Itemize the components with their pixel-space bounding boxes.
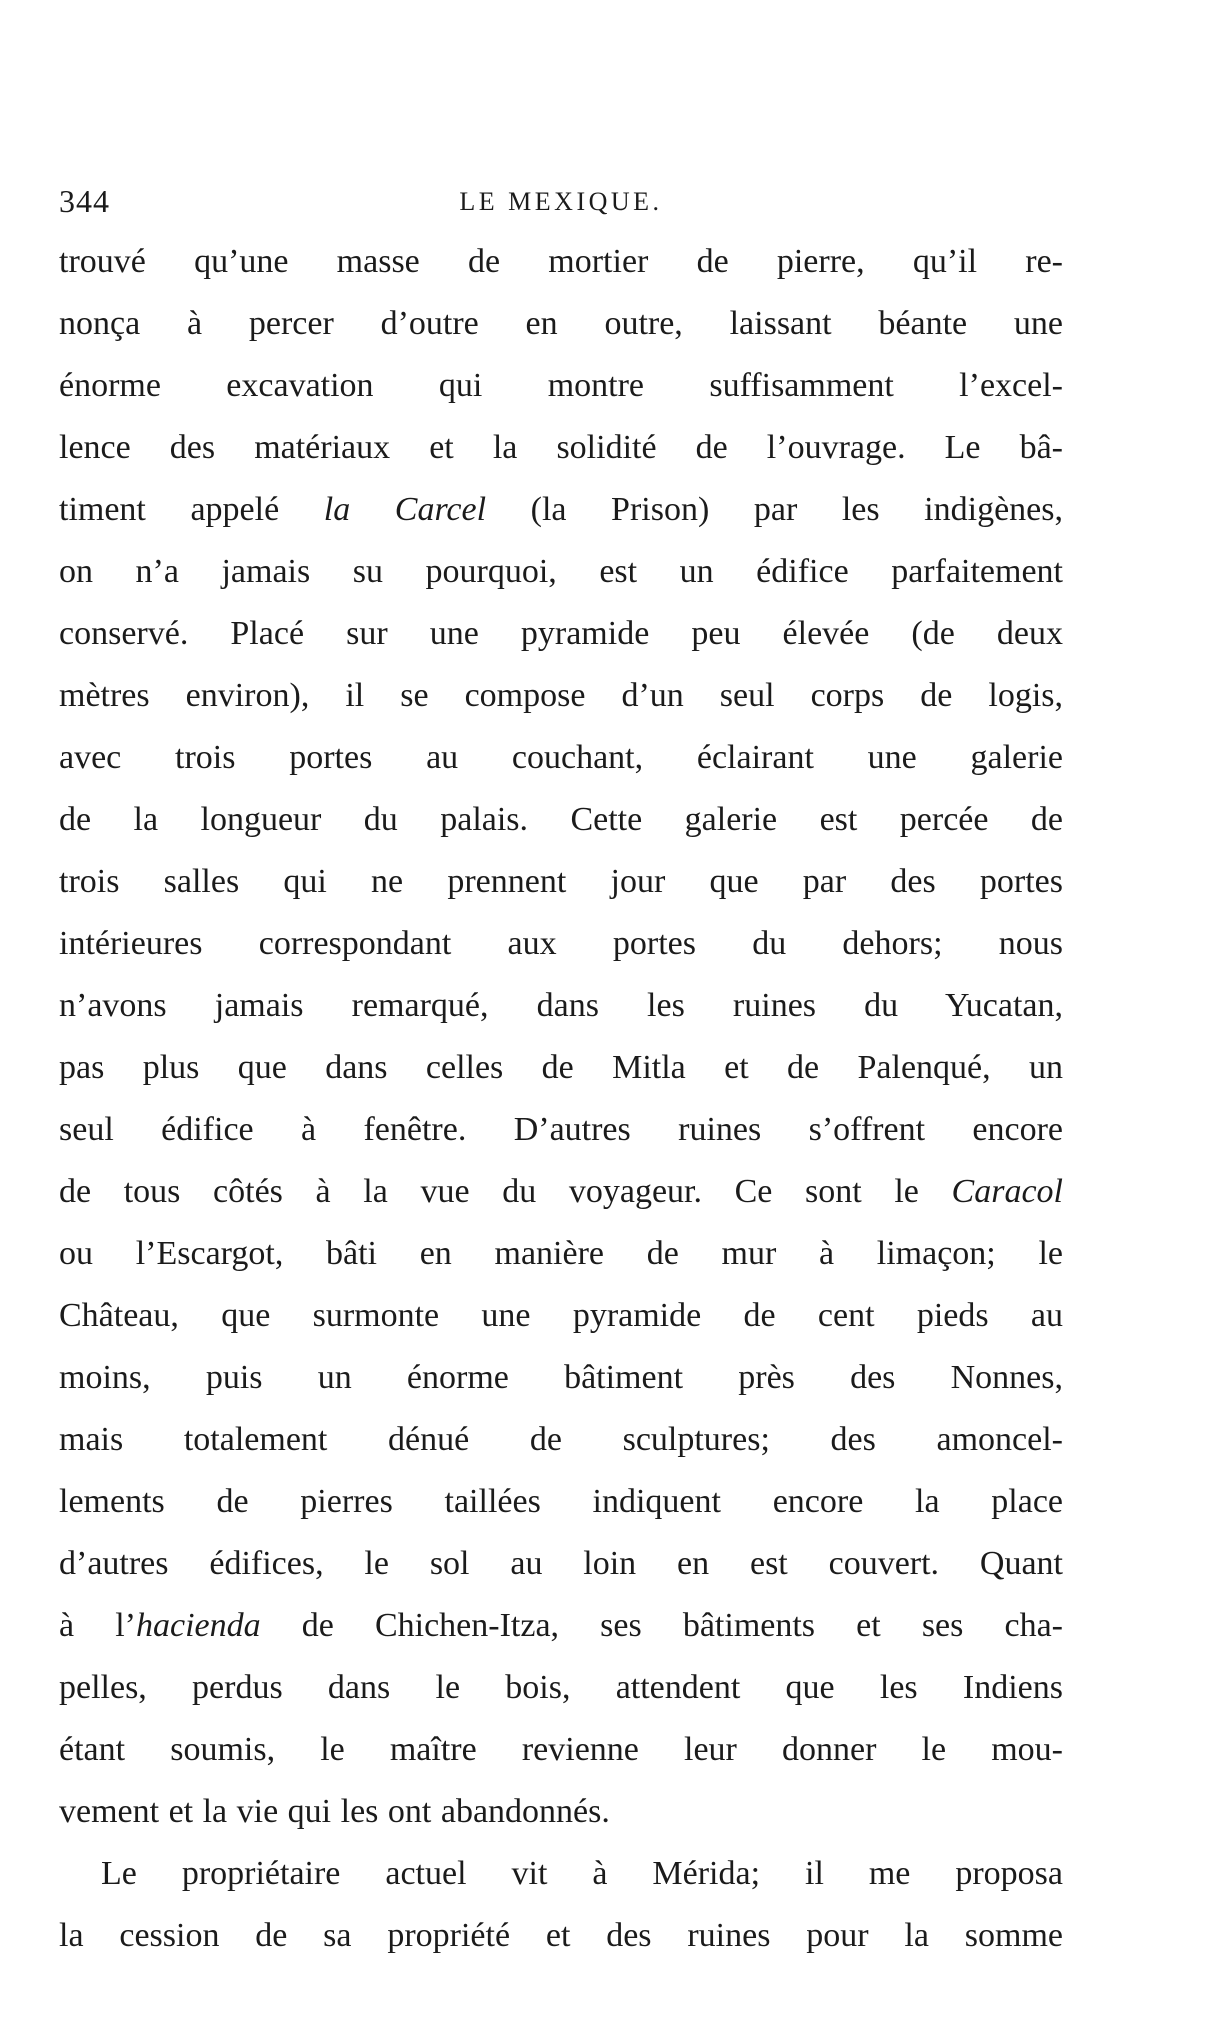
text-segment: de la longueur du palais. Cette galerie est percée de bbox=[59, 801, 1063, 838]
text-segment: énorme excavation qui montre suffisamment l’excel- bbox=[59, 367, 1063, 404]
text-segment: à l’ bbox=[59, 1607, 136, 1644]
text-line bbox=[59, 1409, 1063, 1471]
text-line bbox=[59, 231, 1063, 293]
page-header bbox=[59, 183, 1063, 221]
text-line bbox=[59, 1595, 1063, 1657]
italic-text: hacienda bbox=[135, 1607, 261, 1644]
text-line bbox=[59, 541, 1063, 603]
text-line bbox=[59, 851, 1063, 913]
text-line bbox=[59, 1719, 1063, 1781]
text-segment: trois salles qui ne prennent jour que par des portes bbox=[59, 863, 1063, 900]
text-line bbox=[59, 665, 1063, 727]
text-segment: vement et la vie qui les ont abandonnés. bbox=[59, 1793, 610, 1830]
text-segment: Le propriétaire actuel vit à Mérida; il me proposa bbox=[101, 1855, 1063, 1892]
text-line bbox=[59, 1285, 1063, 1347]
text-segment: étant soumis, le maître revienne leur donner le mou- bbox=[59, 1731, 1063, 1768]
text-line bbox=[59, 1347, 1063, 1409]
text-line bbox=[59, 1223, 1063, 1285]
running-title: LE MEXIQUE. bbox=[459, 187, 663, 216]
text-line bbox=[59, 1533, 1063, 1595]
italic-text: la Carcel bbox=[323, 491, 487, 528]
text-line bbox=[59, 727, 1063, 789]
text-segment: de tous côtés à la vue du voyageur. Ce sont le bbox=[59, 1173, 952, 1210]
text-segment: mais totalement dénué de sculptures; des amoncel- bbox=[59, 1421, 1063, 1458]
text-line bbox=[59, 1905, 1063, 1967]
text-line bbox=[59, 1843, 1063, 1905]
text-line bbox=[59, 1037, 1063, 1099]
text-segment: lements de pierres taillées indiquent encore la place bbox=[59, 1483, 1063, 1520]
text-segment: de Chichen-Itza, ses bâtiments et ses cha- bbox=[260, 1607, 1064, 1644]
text-segment: Château, que surmonte une pyramide de cent pieds au bbox=[59, 1297, 1063, 1334]
text-line bbox=[59, 603, 1063, 665]
text-segment: avec trois portes au couchant, éclairant une galerie bbox=[59, 739, 1063, 776]
text-segment: timent appelé bbox=[59, 491, 324, 528]
text-segment: ou l’Escargot, bâti en manière de mur à limaçon; le bbox=[59, 1235, 1063, 1272]
text-line bbox=[59, 1099, 1063, 1161]
text-line bbox=[59, 479, 1063, 541]
page-body bbox=[59, 231, 1063, 1967]
text-segment: (la Prison) par les indigènes, bbox=[486, 491, 1063, 528]
text-line bbox=[59, 1161, 1063, 1223]
text-segment: pelles, perdus dans le bois, attendent que les Indiens bbox=[59, 1669, 1063, 1706]
text-segment: conservé. Placé sur une pyramide peu élevée (de deux bbox=[59, 615, 1063, 652]
text-line bbox=[59, 355, 1063, 417]
text-segment: mètres environ), il se compose d’un seul corps de logis, bbox=[59, 677, 1063, 714]
italic-text: Caracol bbox=[951, 1173, 1063, 1210]
text-segment: on n’a jamais su pourquoi, est un édifice parfaitement bbox=[59, 553, 1063, 590]
text-segment: nonça à percer d’outre en outre, laissant béante une bbox=[59, 305, 1063, 342]
text-line bbox=[59, 1657, 1063, 1719]
text-segment: lence des matériaux et la solidité de l’ouvrage. Le bâ- bbox=[59, 429, 1063, 466]
text-line bbox=[59, 1781, 1063, 1843]
text-line bbox=[59, 789, 1063, 851]
text-segment: trouvé qu’une masse de mortier de pierre, qu’il re- bbox=[59, 243, 1063, 280]
text-line bbox=[59, 975, 1063, 1037]
text-block bbox=[59, 183, 1063, 1967]
page-number: 344 bbox=[59, 183, 110, 219]
text-segment: pas plus que dans celles de Mitla et de Palenqué, un bbox=[59, 1049, 1063, 1086]
text-segment: moins, puis un énorme bâtiment près des Nonnes, bbox=[59, 1359, 1063, 1396]
text-line bbox=[59, 417, 1063, 479]
text-segment: n’avons jamais remarqué, dans les ruines du Yucatan, bbox=[59, 987, 1063, 1024]
text-segment: intérieures correspondant aux portes du dehors; nous bbox=[59, 925, 1063, 962]
text-line bbox=[59, 293, 1063, 355]
text-segment: seul édifice à fenêtre. D’autres ruines s’offrent encore bbox=[59, 1111, 1063, 1148]
text-line bbox=[59, 1471, 1063, 1533]
text-segment: la cession de sa propriété et des ruines pour la somme bbox=[59, 1917, 1063, 1954]
text-line bbox=[59, 913, 1063, 975]
text-segment: d’autres édifices, le sol au loin en est couvert. Quant bbox=[59, 1545, 1063, 1582]
